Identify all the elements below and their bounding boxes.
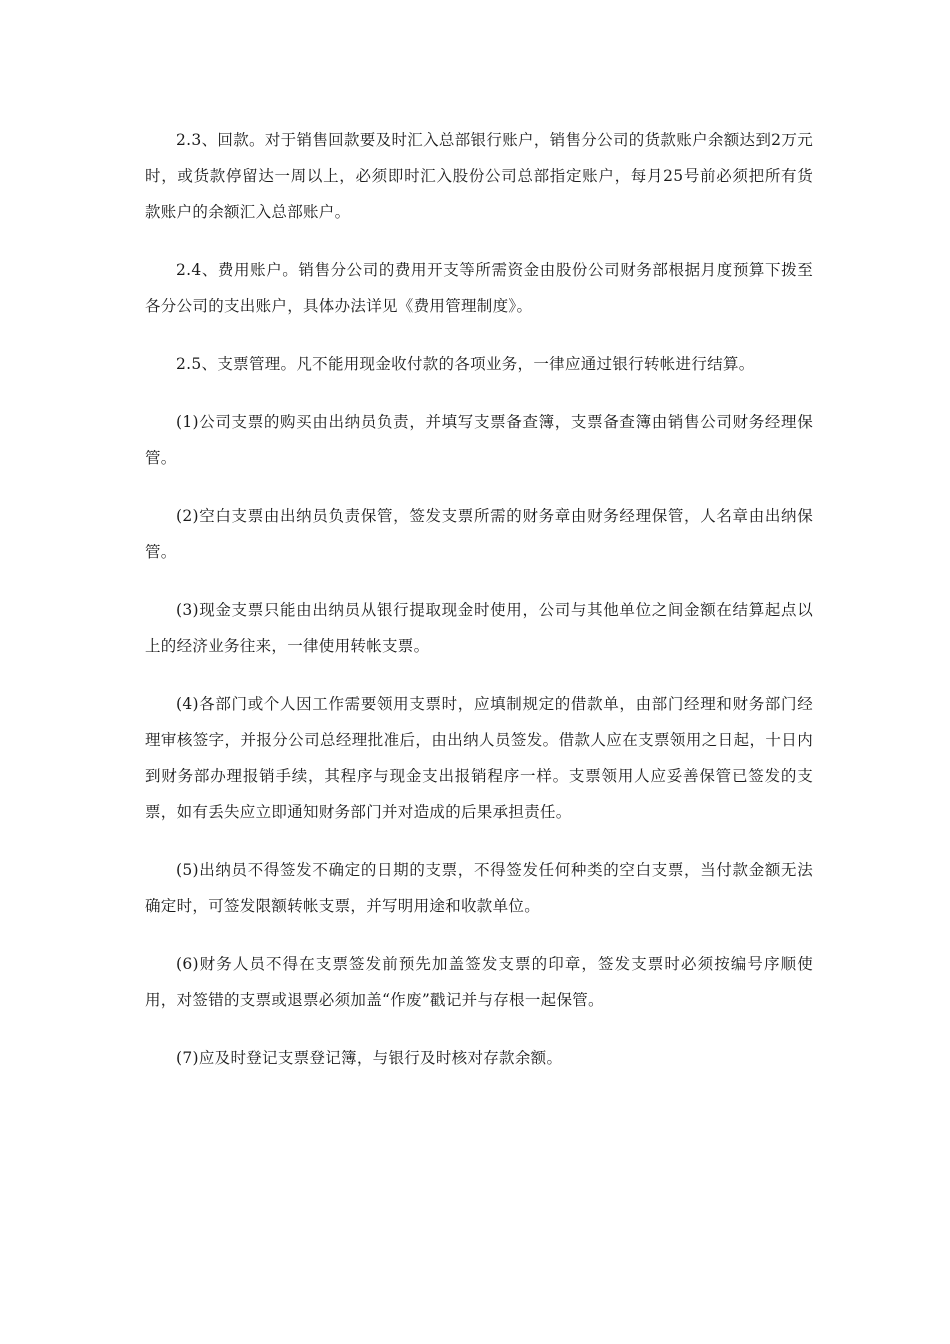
paragraph-2-5-check-management: 2.5、支票管理。凡不能用现金收付款的各项业务，一律应通过银行转帐进行结算。: [176, 355, 755, 373]
paragraph-item-7: (7)应及时登记支票登记簿，与银行及时核对存款余额。: [176, 1049, 563, 1067]
paragraph-item-3: (3)现金支票只能由出纳员从银行提取现金时使用，公司与其他单位之间金额在结算起点以上的经济业务往来，一律使用转帐支票。: [145, 601, 813, 655]
paragraph-item-6: (6)财务人员不得在支票签发前预先加盖签发支票的印章，签发支票时必须按编号序顺使用，对签错的支票或退票必须加盖“作废”戳记并与存根一起保管。: [145, 955, 813, 1009]
paragraph-item-5: (5)出纳员不得签发不确定的日期的支票，不得签发任何种类的空白支票，当付款金额无法确定时，可签发限额转帐支票，并写明用途和收款单位。: [145, 861, 813, 915]
document-page: [145, 122, 813, 1098]
paragraph-item-1: (1)公司支票的购买由出纳员负责，并填写支票备查簿，支票备查簿由销售公司财务经理保管。: [145, 413, 813, 467]
paragraph-item-2: (2)空白支票由出纳员负责保管，签发支票所需的财务章由财务经理保管，人名章由出纳保管。: [145, 507, 813, 561]
paragraph-item-4: (4)各部门或个人因工作需要领用支票时，应填制规定的借款单，由部门经理和财务部门经理审核签字，并报分公司总经理批准后，由出纳人员签发。借款人应在支票领用之日起，十日内到财务部办理报销手续，其程序与现金支出报销程序一样。支票领用人应妥善保管已签发的支票，如有丢失应立即通知财务部门并对造成的后果承担责任。: [145, 695, 813, 821]
paragraph-2-4-expense-account: 2.4、费用账户。销售分公司的费用开支等所需资金由股份公司财务部根据月度预算下拨至各分公司的支出账户，具体办法详见《费用管理制度》。: [145, 261, 813, 315]
paragraph-2-3-collection: 2.3、回款。对于销售回款要及时汇入总部银行账户，销售分公司的货款账户余额达到2万元时，或货款停留达一周以上，必须即时汇入股份公司总部指定账户，每月25号前必须把所有货款账户的余额汇入总部账户。: [145, 131, 813, 221]
